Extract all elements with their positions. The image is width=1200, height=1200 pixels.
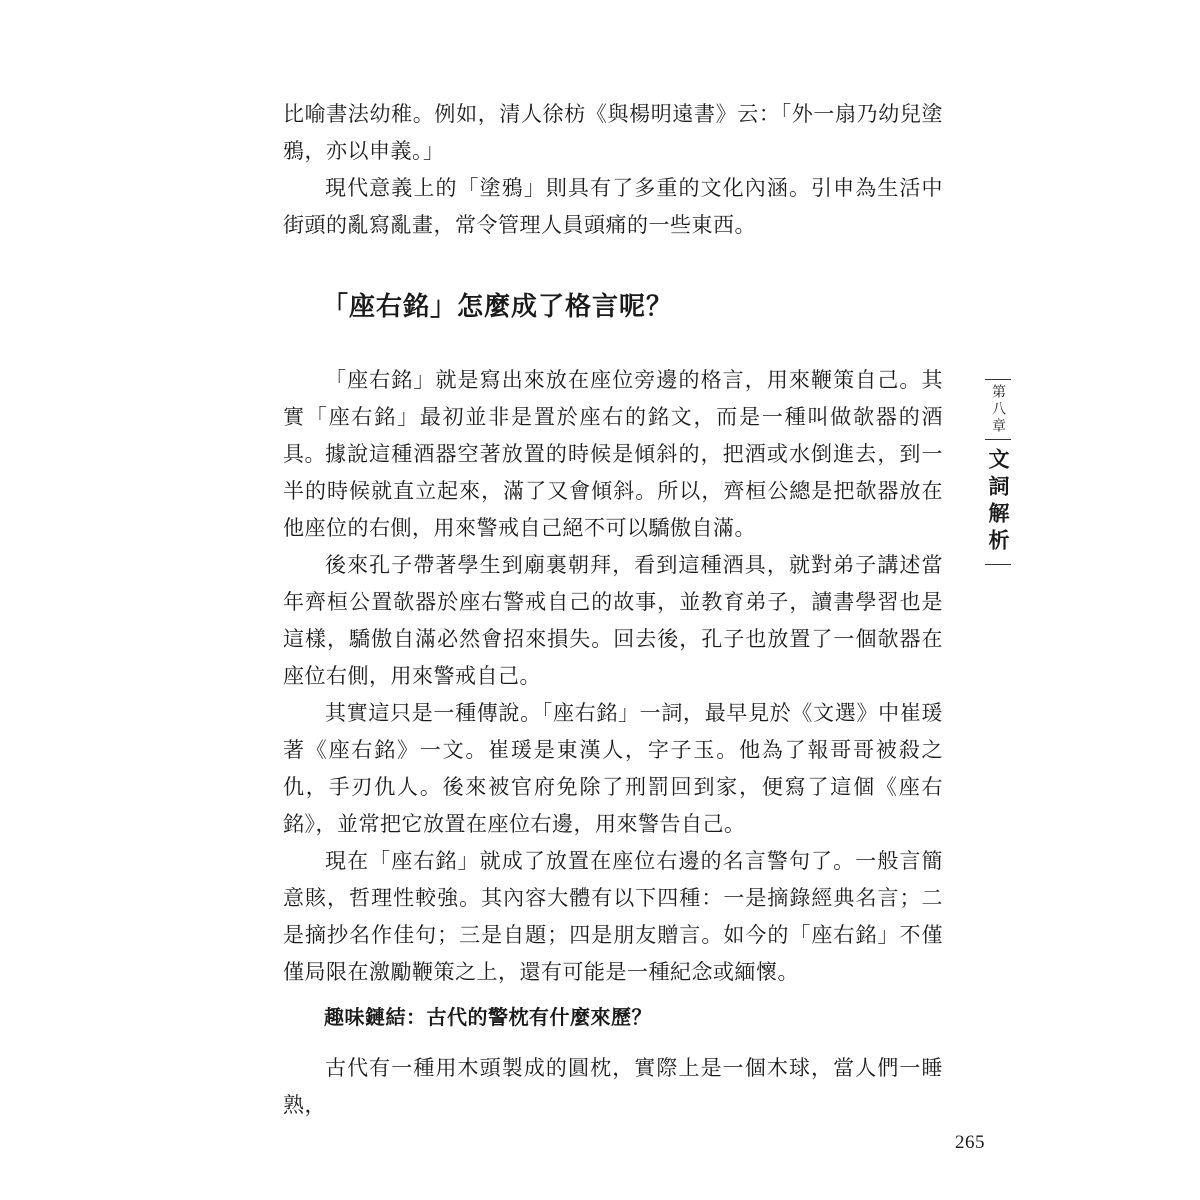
paragraph-origin: 其實這只是一種傳說。「座右銘」一詞，最早見於《文選》中崔瑗著《座右銘》一文。崔瑗是東漢人，字子玉。他為了報哥哥被殺之仇，手刃仇人。後來被官府免除了刑罰回到家，便寫了這個《座右銘》，並常把它放置在座位右邊，用來警告自己。 — [283, 701, 943, 836]
paragraph-warning-pillow: 古代有一種用木頭製成的圓枕，實際上是一個木球，當人們一睡熟， — [283, 1056, 943, 1117]
paragraph-motto-definition: 「座右銘」就是寫出來放在座位旁邊的格言，用來鞭策自己。其實「座右銘」最初並非是置於座右的銘文，而是一種叫做欹器的酒具。 — [283, 368, 943, 466]
page-number: 265 — [955, 1132, 985, 1153]
section-heading: 「座右銘」怎麼成了格言呢？ — [322, 292, 674, 322]
chapter-title: 文詞解析 — [986, 448, 1010, 556]
chapter-side-tab — [978, 375, 1018, 605]
fun-link-heading: 趣味鏈結：古代的警枕有什麼來歷？ — [324, 1005, 652, 1029]
paragraph-confucius: 後來孔子帶著學生到廟裏朝拜，看到這種酒具，就對弟子講述當年齊桓公置欹器於座右警戒自己的故事，並教育弟子，讀書學習也是這樣，驕傲自滿必然會招來損失。回去後，孔子也放置了一個欹器在座位右側，用來警戒自己。 — [283, 553, 943, 688]
side-rule-middle — [985, 439, 1011, 440]
side-rule-bottom — [985, 564, 1011, 565]
paragraph-graffiti-meaning: 現代意義上的「塗鴉」則具有了多重的文化內涵。引申為生活中街頭的亂寫亂畫，常令管理人員頭痛的一些東西。 — [283, 176, 943, 237]
chapter-label: 第八章 — [990, 384, 1006, 435]
side-rule-top — [985, 379, 1011, 380]
paragraph-continued: 比喻書法幼稚。例如，清人徐枋《與楊明遠書》云：「外一扇乃幼兒塗鴉，亦以申義。」 — [283, 102, 943, 163]
paragraph-modern-usage: 現在「座右銘」就成了放置在座位右邊的名言警句了。一般言簡意賅，哲理性較強。其內容大體有以下四種：一是摘錄經典名言；二是摘抄名作佳句；三是自題；四是朋友贈言。如今的「座右銘」不僅僅局限在激勵鞭策之上，還有可能是一種紀念或緬懷。 — [283, 849, 943, 984]
paragraph-vessel-description: 據說這種酒器空著放置的時候是傾斜的，把酒或水倒進去，到一半的時候就直立起來，滿了又會傾斜。所以，齊桓公總是把欹器放在他座位的右側，用來警戒自己絕不可以驕傲自滿。 — [283, 442, 943, 540]
